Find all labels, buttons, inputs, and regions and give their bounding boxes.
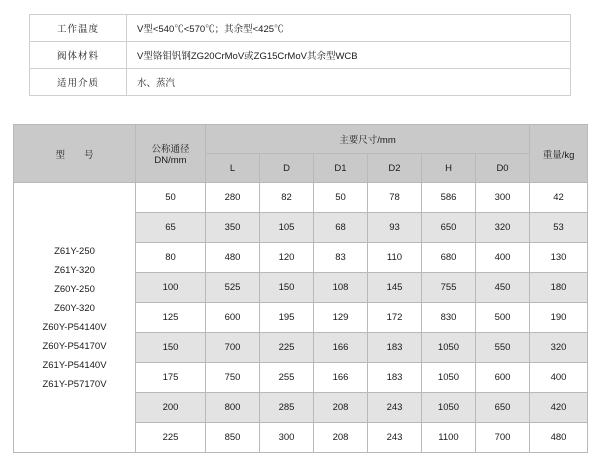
- column-header-H: H: [422, 154, 476, 183]
- cell-dimension-H: 680: [422, 243, 476, 273]
- cell-dimension-D0: 600: [476, 363, 530, 393]
- cell-nominal-diameter: 150: [136, 333, 206, 363]
- cell-dimension-D2: 145: [368, 273, 422, 303]
- cell-dimension-D1: 83: [314, 243, 368, 273]
- cell-dimension-L: 525: [206, 273, 260, 303]
- cell-nominal-diameter: 200: [136, 393, 206, 423]
- cell-dimension-H: 650: [422, 213, 476, 243]
- table-header-row-top: [14, 125, 588, 154]
- cell-nominal-diameter: 80: [136, 243, 206, 273]
- cell-weight: 53: [530, 213, 588, 243]
- table-row: [30, 42, 571, 69]
- cell-weight: 400: [530, 363, 588, 393]
- cell-dimension-L: 480: [206, 243, 260, 273]
- cell-dimension-D: 120: [260, 243, 314, 273]
- cell-dimension-D1: 108: [314, 273, 368, 303]
- cell-dimension-D2: 243: [368, 393, 422, 423]
- cell-dimension-D: 150: [260, 273, 314, 303]
- cell-dimension-L: 800: [206, 393, 260, 423]
- cell-dimension-H: 755: [422, 273, 476, 303]
- model-name: Z61Y-320: [54, 264, 95, 276]
- model-list-cell: [14, 183, 136, 453]
- table-row: [30, 15, 571, 42]
- cell-dimension-H: 1050: [422, 333, 476, 363]
- spec-value-body-material: V型铬钼钒钢ZG20CrMoV或ZG15CrMoV其余型WCB: [127, 42, 571, 69]
- column-header-D2: D2: [368, 154, 422, 183]
- spec-label-body-material: 阀体材料: [30, 42, 127, 69]
- cell-nominal-diameter: 175: [136, 363, 206, 393]
- column-header-L: L: [206, 154, 260, 183]
- cell-dimension-D: 225: [260, 333, 314, 363]
- model-name: Z60Y-P54140V: [42, 321, 107, 333]
- cell-nominal-diameter: 100: [136, 273, 206, 303]
- cell-dimension-D0: 500: [476, 303, 530, 333]
- cell-dimension-D1: 50: [314, 183, 368, 213]
- column-header-main-dimensions: 主要尺寸/mm: [206, 125, 530, 154]
- cell-dimension-D0: 400: [476, 243, 530, 273]
- cell-dimension-D: 285: [260, 393, 314, 423]
- cell-dimension-D: 82: [260, 183, 314, 213]
- cell-nominal-diameter: 50: [136, 183, 206, 213]
- cell-dimension-H: 1050: [422, 393, 476, 423]
- cell-dimension-D1: 208: [314, 423, 368, 453]
- cell-dimension-D2: 183: [368, 333, 422, 363]
- cell-nominal-diameter: 225: [136, 423, 206, 453]
- cell-dimension-D2: 110: [368, 243, 422, 273]
- cell-weight: 480: [530, 423, 588, 453]
- cell-dimension-D0: 700: [476, 423, 530, 453]
- model-name: Z60Y-250: [54, 283, 95, 295]
- spec-value-working-temperature: V型<540℃<570℃；其余型<425℃: [127, 15, 571, 42]
- cell-dimension-H: 830: [422, 303, 476, 333]
- cell-dimension-L: 280: [206, 183, 260, 213]
- cell-dimension-D2: 93: [368, 213, 422, 243]
- cell-dimension-D0: 650: [476, 393, 530, 423]
- cell-dimension-D: 255: [260, 363, 314, 393]
- cell-weight: 420: [530, 393, 588, 423]
- cell-dimension-H: 1050: [422, 363, 476, 393]
- table-row: [14, 183, 588, 213]
- cell-dimension-L: 750: [206, 363, 260, 393]
- cell-weight: 320: [530, 333, 588, 363]
- specification-table-body: [30, 15, 571, 96]
- specification-table: [29, 14, 571, 96]
- dimension-table-body: [14, 183, 588, 453]
- dimension-table-head: [14, 125, 588, 183]
- cell-dimension-H: 1100: [422, 423, 476, 453]
- cell-dimension-L: 600: [206, 303, 260, 333]
- column-header-nominal-diameter: [136, 125, 206, 183]
- cell-dimension-D0: 300: [476, 183, 530, 213]
- spec-label-medium: 适用介质: [30, 69, 127, 96]
- cell-dimension-D: 105: [260, 213, 314, 243]
- cell-dimension-D: 195: [260, 303, 314, 333]
- cell-dimension-D0: 450: [476, 273, 530, 303]
- cell-weight: 42: [530, 183, 588, 213]
- cell-dimension-D0: 320: [476, 213, 530, 243]
- cell-dimension-D1: 166: [314, 333, 368, 363]
- model-name: Z60Y-P54170V: [42, 340, 107, 352]
- column-header-D0: D0: [476, 154, 530, 183]
- cell-dimension-D0: 550: [476, 333, 530, 363]
- cell-weight: 190: [530, 303, 588, 333]
- cell-dimension-D2: 172: [368, 303, 422, 333]
- dimension-table: [13, 124, 588, 453]
- cell-nominal-diameter: 125: [136, 303, 206, 333]
- spec-value-medium: 水、蒸汽: [127, 69, 571, 96]
- cell-dimension-D2: 243: [368, 423, 422, 453]
- cell-weight: 180: [530, 273, 588, 303]
- cell-nominal-diameter: 65: [136, 213, 206, 243]
- cell-dimension-D: 300: [260, 423, 314, 453]
- column-header-D1: D1: [314, 154, 368, 183]
- spec-label-working-temperature: 工作温度: [30, 15, 127, 42]
- column-header-weight: 重量/kg: [530, 125, 588, 183]
- cell-dimension-H: 586: [422, 183, 476, 213]
- model-name: Z61Y-P57170V: [42, 378, 107, 390]
- cell-dimension-L: 700: [206, 333, 260, 363]
- cell-dimension-D1: 208: [314, 393, 368, 423]
- cell-dimension-L: 350: [206, 213, 260, 243]
- column-header-model: 型 号: [14, 125, 136, 183]
- model-name: Z61Y-P54140V: [42, 359, 107, 371]
- column-header-nominal-diameter-line1: 公称通径: [151, 144, 190, 155]
- cell-dimension-L: 850: [206, 423, 260, 453]
- table-row: [30, 69, 571, 96]
- cell-dimension-D1: 68: [314, 213, 368, 243]
- column-header-D: D: [260, 154, 314, 183]
- cell-dimension-D2: 183: [368, 363, 422, 393]
- cell-dimension-D2: 78: [368, 183, 422, 213]
- model-name: Z60Y-320: [54, 302, 95, 314]
- column-header-nominal-diameter-line2: DN/mm: [154, 155, 187, 166]
- cell-dimension-D1: 166: [314, 363, 368, 393]
- cell-weight: 130: [530, 243, 588, 273]
- model-name: Z61Y-250: [54, 245, 95, 257]
- cell-dimension-D1: 129: [314, 303, 368, 333]
